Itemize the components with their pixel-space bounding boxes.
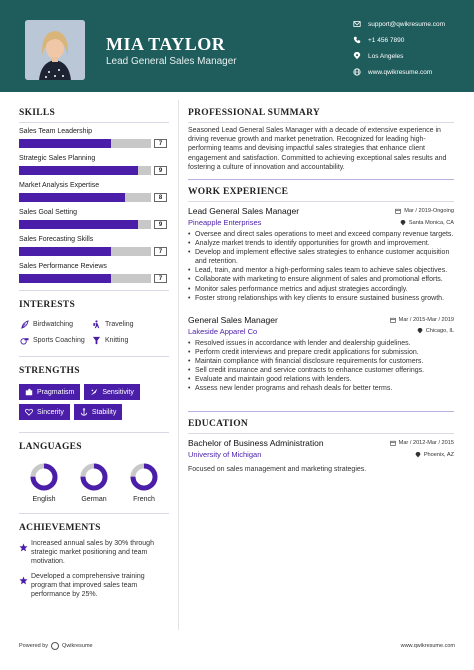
skill-label: Sales Team Leadership	[19, 128, 93, 135]
skill-label: Strategic Sales Planning	[19, 155, 96, 162]
job-bullets	[188, 339, 454, 394]
job-location-text: Santa Monica, CA	[408, 219, 454, 226]
qwikresume-logo-icon	[51, 642, 59, 650]
job-date	[395, 208, 454, 214]
job-bullet: • Perform credit interviews and prepare credit applications for submission.	[188, 348, 454, 357]
language-ring	[29, 462, 59, 492]
interest-item	[19, 334, 91, 346]
education-location	[415, 452, 454, 458]
hiking-icon	[91, 319, 101, 329]
skill-score: 8	[154, 193, 167, 202]
strengths-top-divider	[19, 356, 169, 357]
skills-title: SKILLS	[19, 108, 56, 118]
skill-bar	[19, 220, 151, 229]
interests-title: INTERESTS	[19, 300, 76, 310]
job-bullet: • Develop and implement effective sales strategies to enhance customer acquisition and retention.	[188, 248, 454, 266]
job-location	[417, 328, 454, 334]
language-label: French	[133, 496, 155, 503]
job-entry	[188, 206, 454, 303]
skill-bar	[19, 193, 151, 202]
resume-header	[0, 0, 474, 92]
skill-score: 9	[154, 166, 167, 175]
skills-divider	[19, 122, 169, 123]
skill-label: Sales Goal Setting	[19, 209, 77, 216]
experience-top-divider	[188, 179, 454, 180]
heart-icon	[25, 408, 33, 416]
anchor-icon	[80, 408, 88, 416]
language-item	[119, 462, 169, 503]
skill-item	[19, 209, 169, 229]
language-item	[69, 462, 119, 503]
languages-title: LANGUAGES	[19, 442, 82, 452]
profile-photo-image	[25, 20, 85, 80]
job-bullet: • Maintain compliance with financial disclosure requirements for customers.	[188, 357, 454, 366]
job-bullet: • Sell credit insurance and service contracts to enhance customer offerings.	[188, 366, 454, 375]
education-date-text: Mar / 2012-Mar / 2015	[398, 440, 454, 447]
interest-item	[91, 318, 163, 330]
contact-website[interactable]	[352, 64, 445, 80]
achievement-item	[19, 572, 169, 599]
candidate-name: MIA TAYLOR	[106, 34, 226, 54]
contact-location-text: Los Angeles	[368, 52, 404, 60]
interest-label: Birdwatching	[33, 320, 74, 328]
job-date-text: Mar / 2019-Ongoing	[404, 208, 454, 215]
interests-list	[19, 318, 169, 346]
education-date	[390, 440, 454, 446]
experience-title: WORK EXPERIENCE	[188, 187, 289, 198]
language-label: German	[81, 496, 107, 503]
strength-label: Sincerity	[37, 408, 64, 416]
star-icon	[19, 539, 31, 566]
calendar-icon	[395, 208, 401, 214]
job-bullet: • Evaluate and maintain good relations with lenders.	[188, 375, 454, 384]
envelope-icon	[352, 19, 362, 29]
location-pin-icon	[417, 328, 423, 334]
achievement-text: Increased annual sales by 30% through strategic market positioning and team motivation.	[31, 540, 154, 565]
strength-badge	[74, 404, 123, 420]
strength-badge	[84, 384, 140, 400]
skill-label: Sales Forecasting Skills	[19, 236, 94, 243]
skills-list	[19, 128, 169, 283]
skill-bar	[19, 166, 151, 175]
language-ring	[129, 462, 159, 492]
job-bullet: • Resolved issues in accordance with lender and dealership guidelines.	[188, 339, 454, 348]
skill-score: 7	[154, 247, 167, 256]
candidate-role: Lead General Sales Manager	[106, 56, 237, 67]
education-divider	[188, 433, 454, 434]
puzzle-icon	[25, 388, 33, 396]
skill-item	[19, 155, 169, 175]
page-footer	[19, 640, 455, 652]
strength-label: Pragmatism	[37, 388, 75, 396]
skill-label: Sales Performance Reviews	[19, 263, 107, 270]
job-title: General Sales Manager	[188, 314, 278, 325]
job-bullet: • Monitor sales performance metrics and adjust strategies accordingly.	[188, 285, 454, 294]
whistle-icon	[19, 335, 29, 345]
job-bullet: • Collaborate with marketing to ensure alignment of sales and promotional efforts.	[188, 275, 454, 284]
achievements-title: ACHIEVEMENTS	[19, 523, 101, 533]
column-divider	[178, 100, 179, 630]
contact-location	[352, 48, 445, 64]
education-description: Focused on sales management and marketing strategies.	[188, 466, 367, 474]
strengths-list	[19, 384, 169, 420]
summary-text: Seasoned Lead General Sales Manager with a decade of extensive experience in driving revenue growth and market penetration. Recognized for leading high-performing teams and devising impactful sales strategies that enhance client engagement and satisfaction. Committed to achieving exceptional sales results and fostering a culture of innovation and accountability.	[188, 127, 447, 171]
job-bullets	[188, 230, 454, 303]
job-location	[400, 220, 454, 226]
education-title: EDUCATION	[188, 419, 249, 430]
education-location-text: Phoenix, AZ	[423, 451, 454, 458]
strength-badge	[19, 384, 80, 400]
skill-bar-fill	[19, 247, 111, 256]
languages-list	[19, 462, 169, 503]
yarn-icon	[91, 335, 101, 345]
brand-link[interactable]: Qwikresume	[62, 643, 93, 649]
company-name: Lakeside Apparel Co	[188, 326, 258, 336]
skill-score: 7	[154, 274, 167, 283]
job-location-text: Chicago, IL	[425, 328, 454, 335]
education-top-divider	[188, 411, 454, 412]
contact-list	[352, 16, 445, 80]
skill-bar-fill	[19, 220, 138, 229]
job-title: Lead General Sales Manager	[188, 206, 300, 217]
skill-bar-fill	[19, 166, 138, 175]
profile-photo	[25, 20, 85, 80]
left-column	[19, 108, 169, 599]
globe-icon	[352, 67, 362, 77]
language-item	[19, 462, 69, 503]
footer-site-link[interactable]: www.qwikresume.com	[400, 643, 455, 649]
interest-label: Knitting	[105, 336, 129, 344]
calendar-icon	[390, 440, 396, 446]
skill-bar-fill	[19, 139, 111, 148]
job-entry	[188, 315, 454, 394]
strength-label: Sensitivity	[102, 388, 134, 396]
location-pin-icon	[415, 452, 421, 458]
interest-item	[19, 318, 91, 330]
skill-item	[19, 182, 169, 202]
skill-item	[19, 128, 169, 148]
skill-score: 9	[154, 220, 167, 229]
interest-item	[91, 334, 163, 346]
feather-icon	[19, 319, 29, 329]
calendar-icon	[390, 317, 396, 323]
skill-score: 7	[154, 139, 167, 148]
skill-bar	[19, 274, 151, 283]
skill-bar	[19, 247, 151, 256]
sparkle-icon	[90, 388, 98, 396]
right-column	[188, 108, 454, 475]
degree-name: Bachelor of Business Administration	[188, 438, 324, 449]
language-ring	[79, 462, 109, 492]
job-bullet: • Foster strong relationships with key clients to ensure sustained business growth.	[188, 294, 454, 303]
experience-divider	[188, 201, 454, 202]
interests-top-divider	[19, 290, 169, 291]
summary-title: PROFESSIONAL SUMMARY	[188, 108, 321, 118]
interest-label: Sports Coaching	[33, 336, 85, 344]
interest-label: Traveling	[105, 320, 134, 328]
job-bullet: • Lead, train, and mentor a high-performing sales team to achieve sales objectives.	[188, 266, 454, 275]
location-pin-icon	[352, 51, 362, 61]
company-name: Pineapple Enterprises	[188, 218, 262, 228]
footer-brand	[19, 642, 93, 650]
contact-email[interactable]	[352, 16, 445, 32]
job-bullet: • Analyze market trends to identify opportunities for growth and improvement.	[188, 239, 454, 248]
skill-item	[19, 263, 169, 283]
skill-bar	[19, 139, 151, 148]
location-pin-icon	[400, 220, 406, 226]
summary-divider	[188, 122, 454, 123]
job-date	[390, 317, 454, 323]
languages-top-divider	[19, 432, 169, 433]
job-date-text: Mar / 2015-Mar / 2019	[398, 316, 454, 323]
language-label: English	[32, 496, 56, 503]
strengths-title: STRENGTHS	[19, 366, 80, 376]
school-name: University of Michigan	[188, 450, 262, 460]
job-bullet: • Oversee and direct sales operations to meet and exceed company revenue targets.	[188, 230, 454, 239]
strength-label: Stability	[91, 408, 117, 416]
skill-label: Market Analysis Expertise	[19, 182, 100, 189]
phone-icon	[352, 35, 362, 45]
job-bullet: • Assess new lender programs and rehash deals for better terms.	[188, 384, 454, 393]
contact-phone[interactable]	[352, 32, 445, 48]
powered-by-text: Powered by	[19, 643, 49, 649]
contact-email-text: support@qwikresume.com	[368, 20, 446, 28]
contact-phone-text: +1 456 7890	[368, 36, 405, 44]
skill-item	[19, 236, 169, 256]
achievement-item	[19, 539, 169, 566]
skill-bar-fill	[19, 274, 111, 283]
contact-website-text: www.qwikresume.com	[368, 68, 433, 76]
skill-bar-fill	[19, 193, 125, 202]
achievement-text: Developed a comprehensive training program that improved sales team performance by 25%.	[31, 573, 145, 598]
strength-badge	[19, 404, 70, 420]
star-icon	[19, 572, 31, 599]
achievements-top-divider	[19, 513, 169, 514]
